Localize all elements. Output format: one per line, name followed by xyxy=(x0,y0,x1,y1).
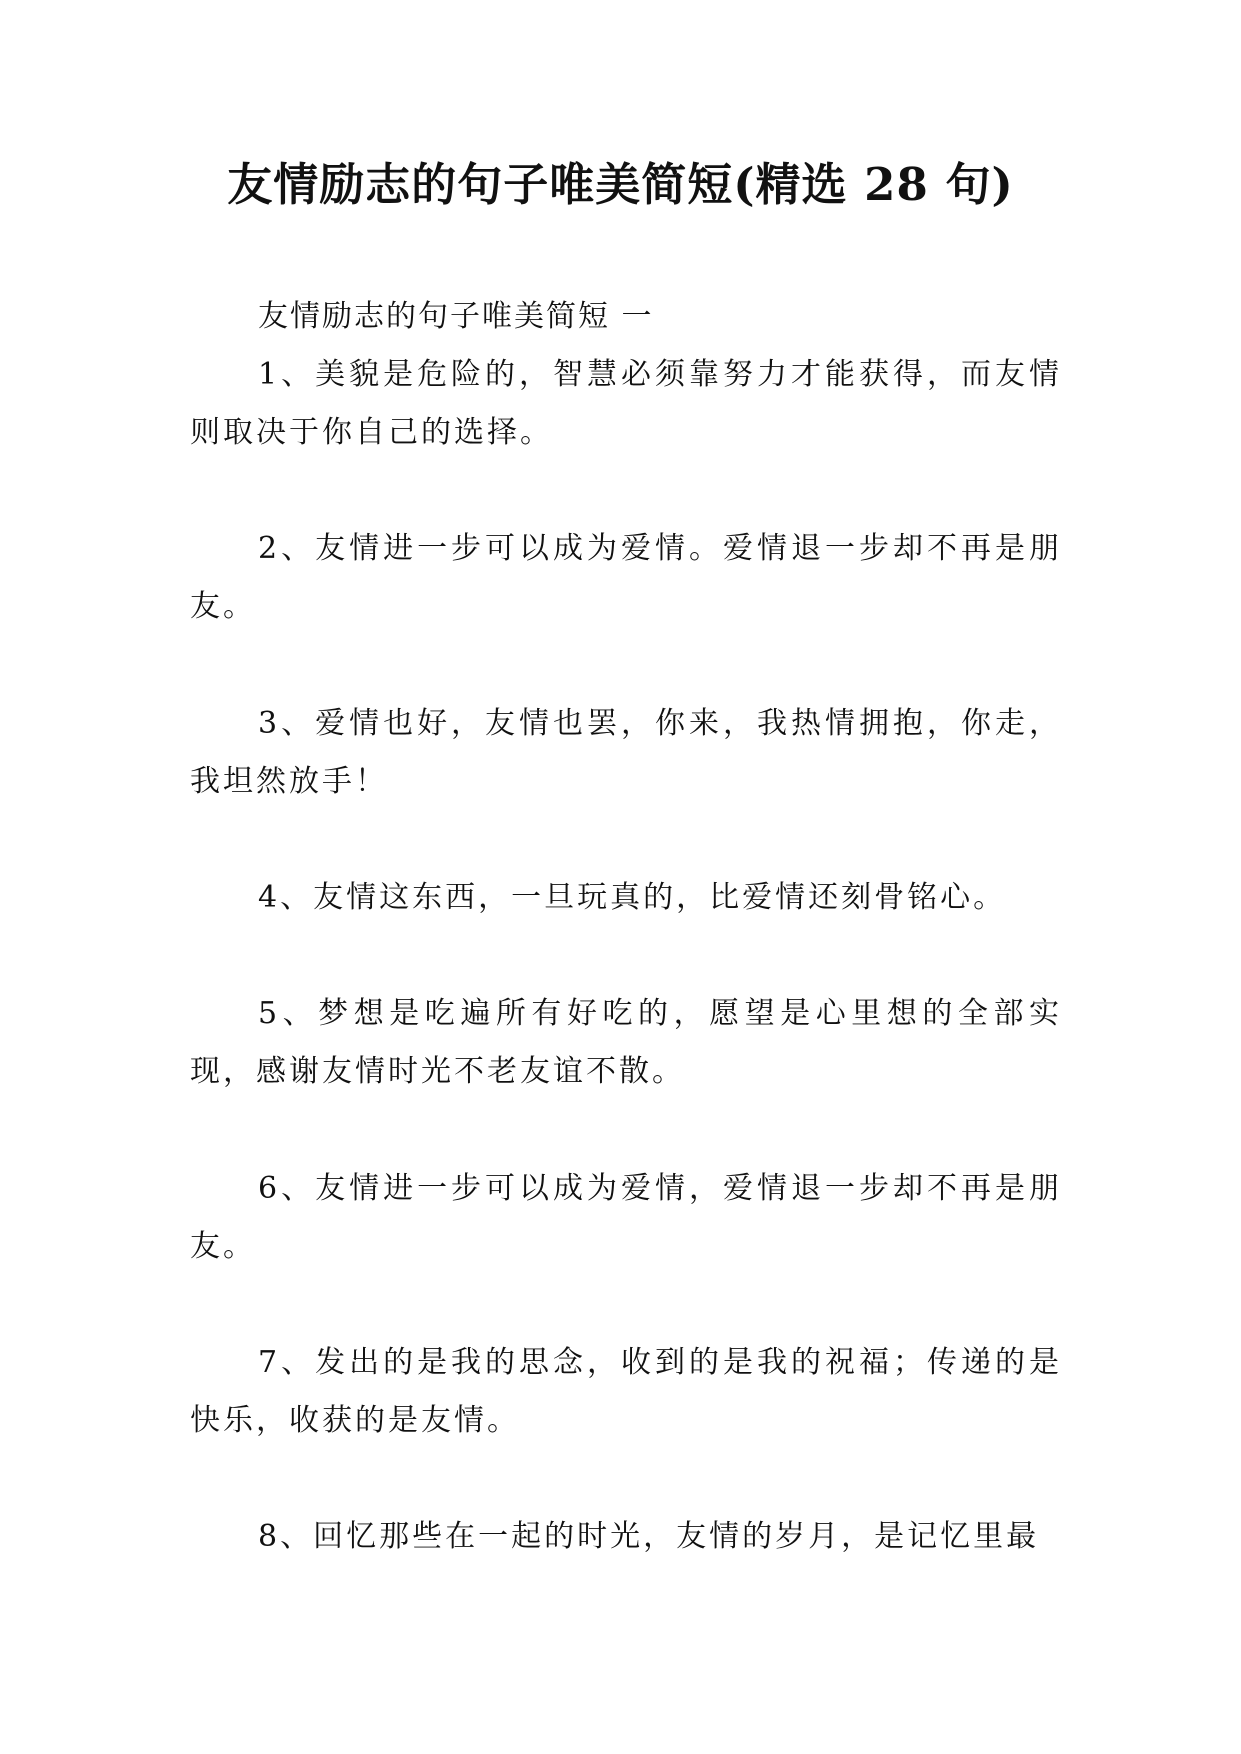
quote-item-8: 8、回忆那些在一起的时光，友情的岁月，是记忆里最 xyxy=(258,1519,1040,1554)
document-title: 友情励志的句子唯美简短(精选 28 句) xyxy=(227,158,1014,211)
section-heading: 友情励志的句子唯美简短 一 xyxy=(258,299,654,334)
quote-item-6: 6、友情进一步可以成为爱情，爱情退一步却不再是朋友。 xyxy=(190,1171,1062,1264)
quote-item-3: 3、爱情也好，友情也罢，你来，我热情拥抱，你走，我坦然放手！ xyxy=(190,706,1062,799)
quote-item-7: 7、发出的是我的思念，收到的是我的祝福；传递的是快乐，收获的是友情。 xyxy=(190,1345,1062,1438)
quote-item-4: 4、友情这东西，一旦玩真的，比爱情还刻骨铭心。 xyxy=(258,880,1007,915)
quote-item-5: 5、梦想是吃遍所有好吃的，愿望是心里想的全部实现，感谢友情时光不老友谊不散。 xyxy=(190,996,1062,1089)
quote-item-2: 2、友情进一步可以成为爱情。爱情退一步却不再是朋友。 xyxy=(190,531,1062,624)
quote-item-1: 1、美貌是危险的，智慧必须靠努力才能获得，而友情则取决于你自己的选择。 xyxy=(190,357,1062,450)
